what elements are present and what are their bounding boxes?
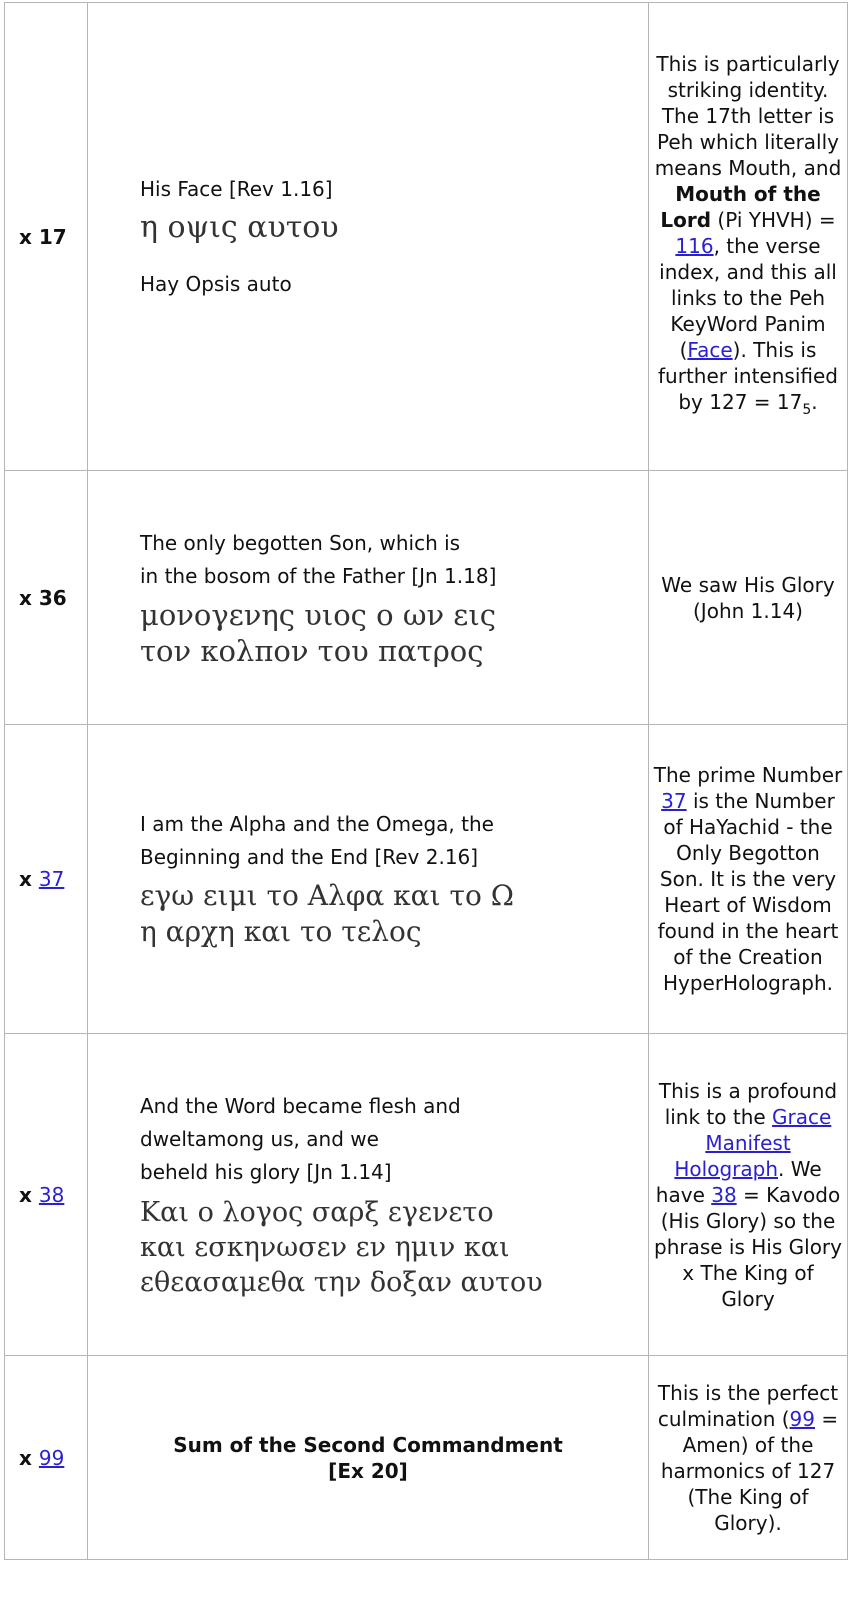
verse-english: The only begotten Son, which is bbox=[140, 530, 461, 555]
verse-cell bbox=[88, 1356, 649, 1560]
verse-transliteration: Hay Opsis auto bbox=[140, 271, 292, 296]
verse-english: dweltamong us, and we bbox=[140, 1126, 379, 1151]
note-cell: This is particularly striking identity. The 17th letter is Peh which literally means Mouth, and Mouth of the Lord (Pi YHVH) = 116, the verse index, and this all links to the Peh KeyWord Panim (Face). This is further intensified by $127 = 17_5$. bbox=[649, 3, 848, 471]
table-row bbox=[5, 1034, 848, 1356]
note-cell: This is a profound link to the Grace Manifest Holograph. We have 38 = Kavodo (His Glory) so the phrase is His Glory x The King of Glory bbox=[649, 1034, 848, 1356]
harmonics-table bbox=[4, 2, 848, 1560]
link-37-note[interactable]: 37 bbox=[661, 789, 687, 813]
verse-cell bbox=[88, 471, 649, 725]
multiplier-cell: x 37 bbox=[5, 725, 88, 1034]
link-99[interactable]: 99 bbox=[38, 1445, 65, 1470]
link-38[interactable]: 38 bbox=[38, 1182, 65, 1207]
note-cell: The prime Number 37 is the Number of HaYachid - the Only Begotton Son. It is the very Heart of Wisdom found in the heart of the Creation HyperHolograph. bbox=[649, 725, 848, 1034]
verse-cell bbox=[88, 3, 649, 471]
table-row bbox=[5, 471, 848, 725]
verse-greek: εγω ειμι το Αλφα και το Ω bbox=[140, 879, 514, 912]
verse-greek: μονογενης υιος ο ων εις bbox=[140, 597, 496, 632]
verse-greek: Και ο λογος σαρξ εγενετο bbox=[140, 1196, 494, 1228]
multiplier-label: x 36 bbox=[19, 585, 67, 610]
link-37[interactable]: 37 bbox=[38, 867, 65, 891]
table-row bbox=[5, 1356, 848, 1560]
link-99-note[interactable]: 99 bbox=[789, 1406, 815, 1431]
note-cell: We saw His Glory (John 1.14) bbox=[649, 471, 848, 725]
verse-greek: εθεασαμεθα την δοξαν αυτου bbox=[140, 1266, 543, 1298]
multiplier-label: x 17 bbox=[19, 224, 67, 249]
verse-greek: τον κολπον του πατρος bbox=[140, 633, 484, 668]
verse-cell bbox=[88, 725, 649, 1034]
link-grace-manifest-holograph[interactable]: Grace Manifest Holograph bbox=[674, 1104, 832, 1181]
subscript: 5 bbox=[802, 401, 812, 418]
verse-english: Beginning and the End [Rev 2.16] bbox=[140, 845, 479, 869]
verse-english: in the bosom of the Father [Jn 1.18] bbox=[140, 563, 497, 588]
verse-greek: η αρχη και το τελος bbox=[140, 915, 422, 948]
note-cell: This is the perfect culmination (99 = Amen) of the harmonics of 127 (The King of Glory). bbox=[649, 1356, 848, 1560]
multiplier-cell: x 99 bbox=[5, 1356, 88, 1560]
verse-english: I am the Alpha and the Omega, the bbox=[140, 812, 494, 836]
verse-greek: και εσκηνωσεν εν ημιν και bbox=[140, 1231, 510, 1263]
multiplier-cell: x 38 bbox=[5, 1034, 88, 1356]
verse-english: And the Word became flesh and bbox=[140, 1093, 461, 1118]
link-38-note[interactable]: 38 bbox=[711, 1182, 737, 1207]
summary-heading: [Ex 20] bbox=[328, 1458, 408, 1483]
table-row bbox=[5, 725, 848, 1034]
link-116[interactable]: 116 bbox=[675, 233, 714, 258]
verse-english: beheld his glory [Jn 1.14] bbox=[140, 1159, 392, 1184]
table-row bbox=[5, 3, 848, 471]
note-bold: Mouth of the Lord bbox=[660, 181, 821, 232]
summary-heading: Sum of the Second Commandment bbox=[173, 1432, 563, 1457]
verse-greek: η οψις αυτου bbox=[140, 209, 339, 245]
multiplier-cell bbox=[5, 471, 88, 725]
verse-cell bbox=[88, 1034, 649, 1356]
verse-english: His Face [Rev 1.16] bbox=[140, 176, 333, 201]
link-face[interactable]: Face bbox=[687, 337, 733, 362]
multiplier-cell bbox=[5, 3, 88, 471]
